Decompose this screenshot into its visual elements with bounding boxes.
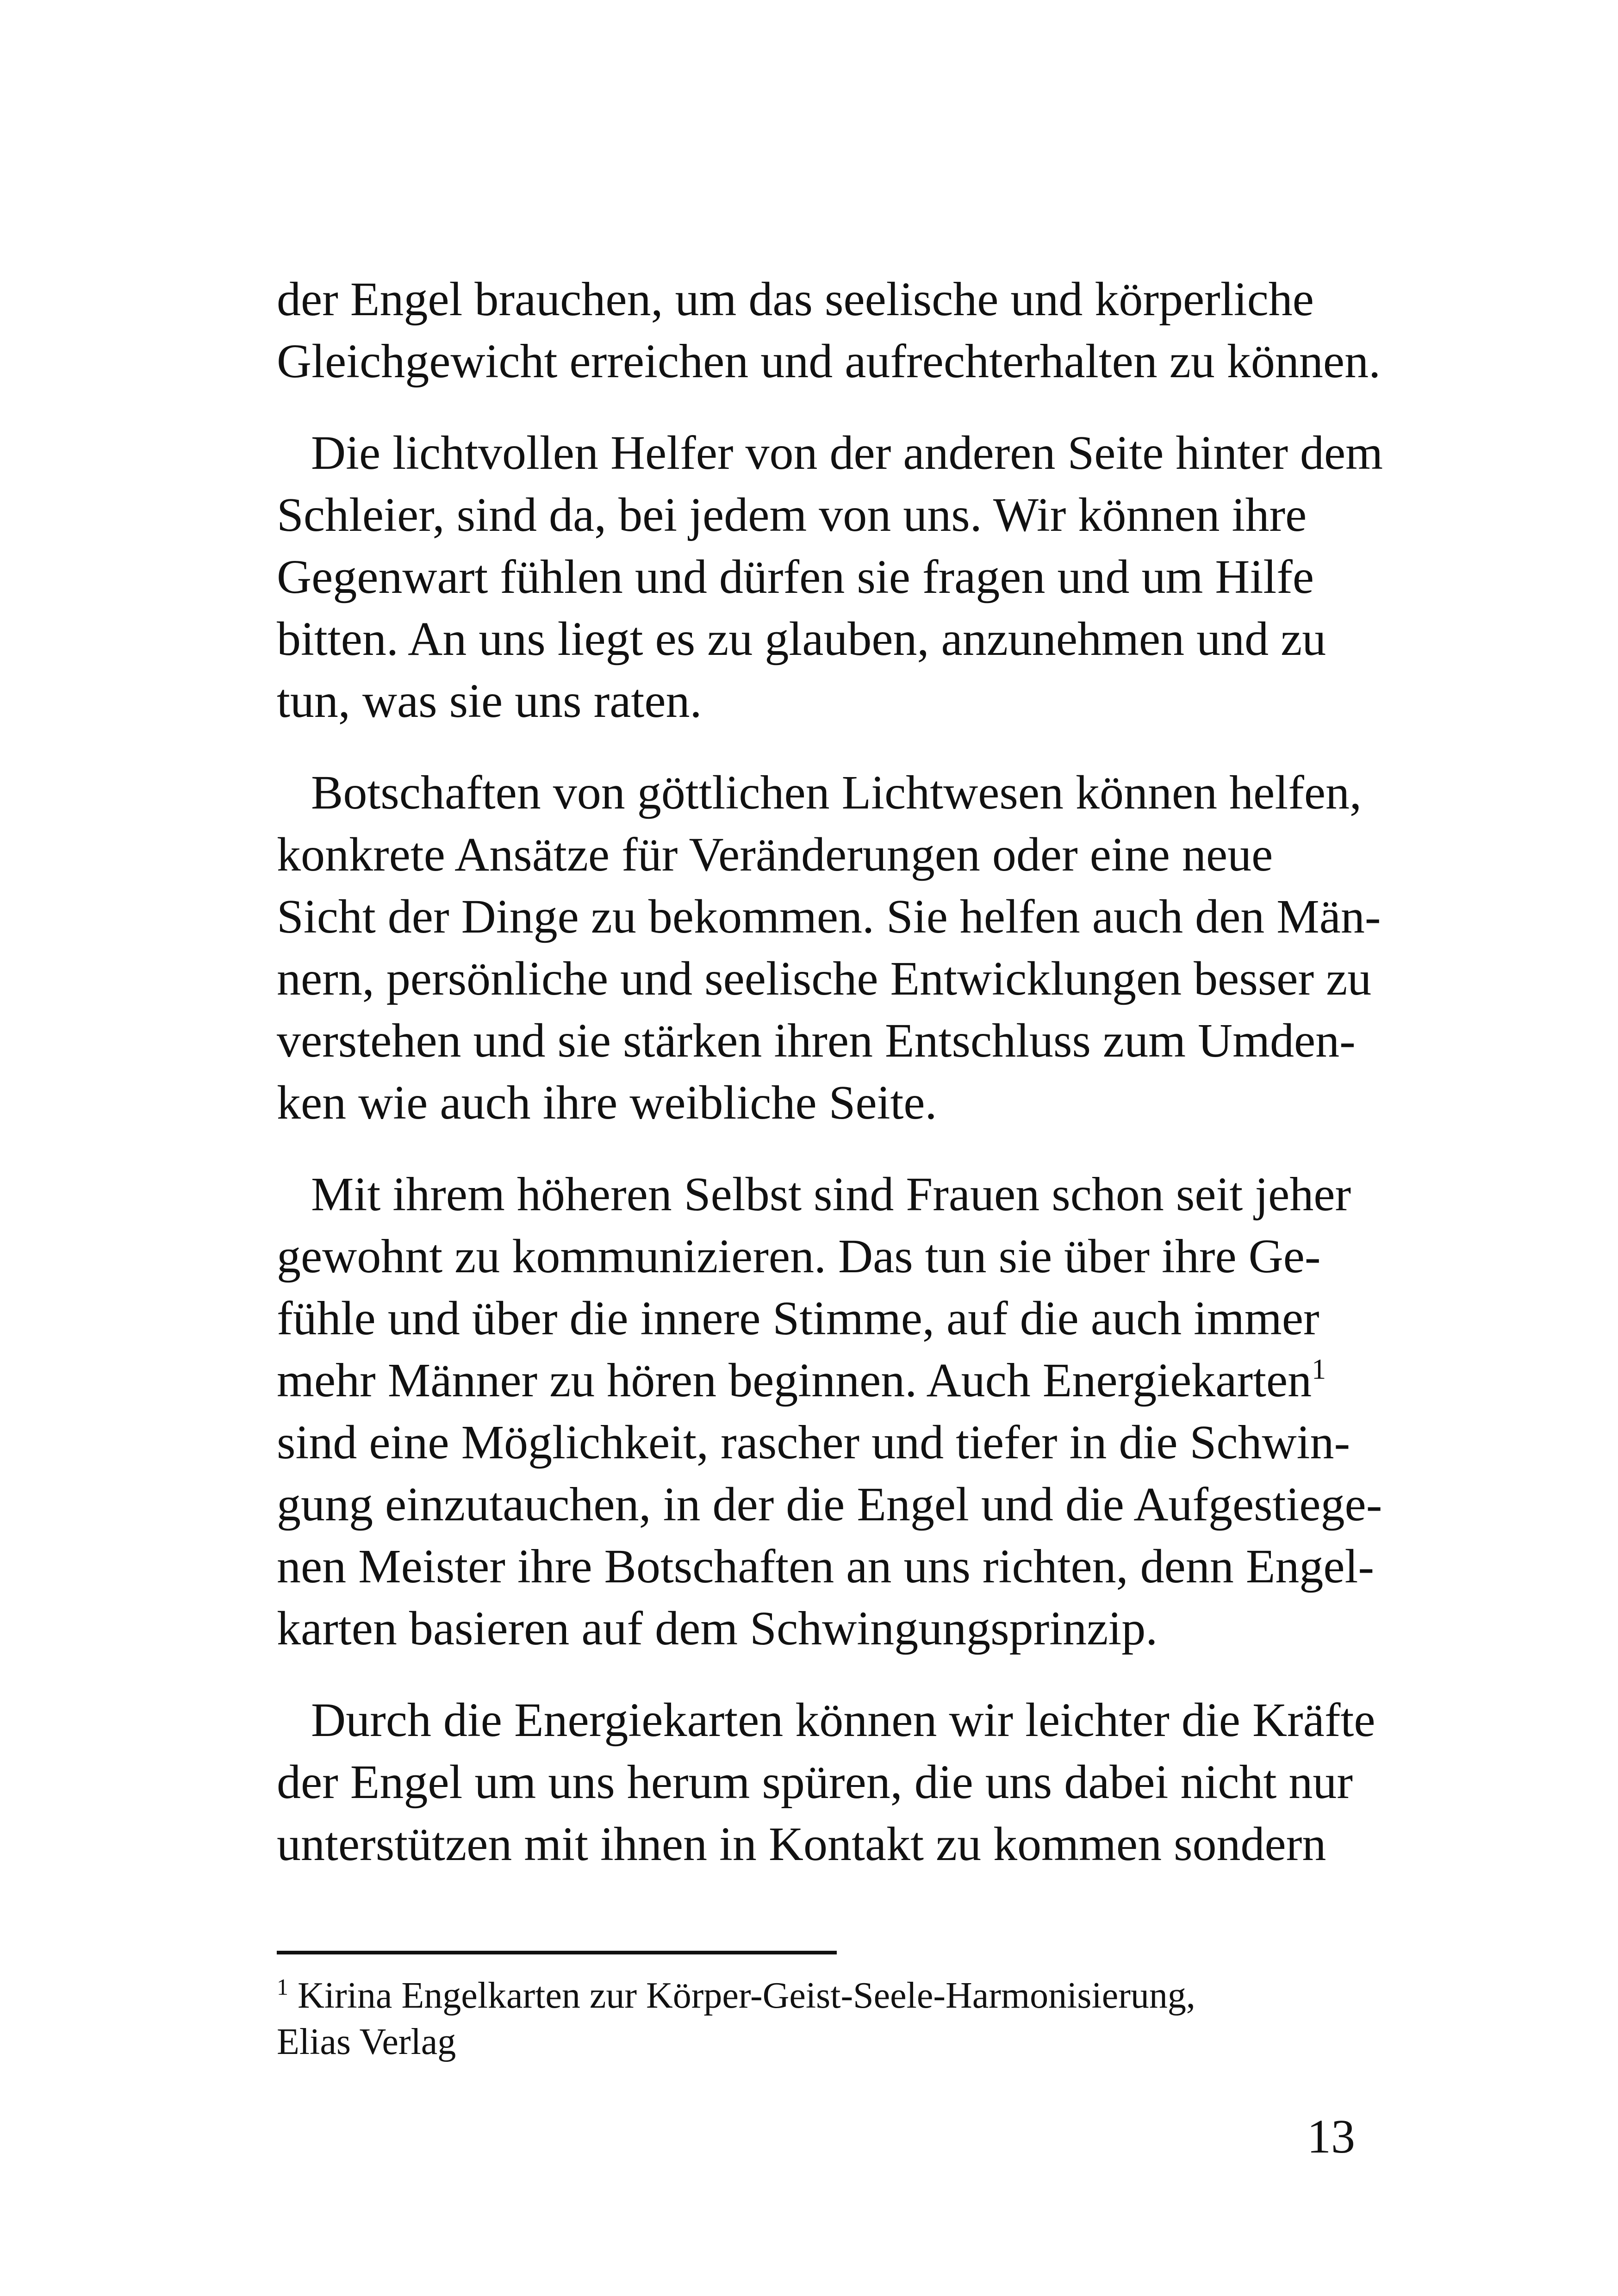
text-line: Gegenwart fühlen und dürfen sie fragen und um Hilfe [277, 550, 1314, 604]
text-line: gung einzutauchen, in der die Engel und die Aufgestiege- [277, 1478, 1382, 1531]
text-line: fühle und über die innere Stimme, auf die auch immer [277, 1292, 1319, 1345]
text-line: bitten. An uns liegt es zu glauben, anzunehmen und zu [277, 612, 1326, 666]
footnote-line: Elias Verlag [277, 2022, 456, 2062]
text-line: Schleier, sind da, bei jedem von uns. Wir können ihre [277, 488, 1307, 541]
footnote-marker: 1 [277, 1974, 288, 2000]
footnote-reference[interactable]: 1 [1312, 1354, 1326, 1385]
paragraph [277, 422, 1383, 732]
text-line: konkrete Ansätze für Veränderungen oder eine neue [277, 828, 1273, 881]
page-number: 13 [1307, 2110, 1355, 2163]
body-text [277, 268, 1383, 1875]
paragraph [277, 762, 1381, 1134]
paragraph [277, 1164, 1382, 1660]
text-line: der Engel um uns herum spüren, die uns dabei nicht nur [277, 1755, 1353, 1809]
text-line: unterstützen mit ihnen in Kontakt zu kommen sondern [277, 1817, 1326, 1871]
text-line: nern, persönliche und seelische Entwicklungen besser zu [277, 952, 1372, 1005]
footnote-line [277, 1972, 1355, 2019]
text-line: gewohnt zu kommunizieren. Das tun sie über ihre Ge- [277, 1230, 1321, 1283]
paragraph [277, 1689, 1375, 1875]
text-line: tun, was sie uns raten. [277, 674, 702, 728]
paragraph [277, 268, 1381, 392]
text-line: nen Meister ihre Botschaften an uns richten, denn Engel- [277, 1540, 1375, 1593]
text-line: karten basieren auf dem Schwingungsprinzip. [277, 1602, 1158, 1655]
text-line: ken wie auch ihre weibliche Seite. [277, 1076, 937, 1129]
footnote-text: Kirina Engelkarten zur Körper-Geist-Seele-Harmonisierung, [298, 1975, 1195, 2016]
text-line [277, 1350, 1355, 1412]
text-line: verstehen und sie stärken ihren Entschluss zum Umden- [277, 1014, 1356, 1067]
text-line: Gleichgewicht erreichen und aufrechterhalten zu können. [277, 335, 1381, 388]
text-line: der Engel brauchen, um das seelische und körperliche [277, 273, 1314, 326]
footnote [277, 1972, 1355, 2065]
text-line: sind eine Möglichkeit, rascher und tiefer in die Schwin- [277, 1416, 1350, 1469]
text-line: Sicht der Dinge zu bekommen. Sie helfen auch den Män- [277, 890, 1381, 943]
text-line: Durch die Energiekarten können wir leichter die Kräfte [311, 1693, 1375, 1747]
text-line-content: mehr Männer zu hören beginnen. Auch Energiekarten [277, 1354, 1312, 1407]
text-line: Die lichtvollen Helfer von der anderen Seite hinter dem [311, 426, 1383, 479]
text-line: Mit ihrem höheren Selbst sind Frauen schon seit jeher [311, 1168, 1351, 1221]
footnote-divider [277, 1951, 837, 1954]
text-line: Botschaften von göttlichen Lichtwesen können helfen, [311, 766, 1362, 819]
